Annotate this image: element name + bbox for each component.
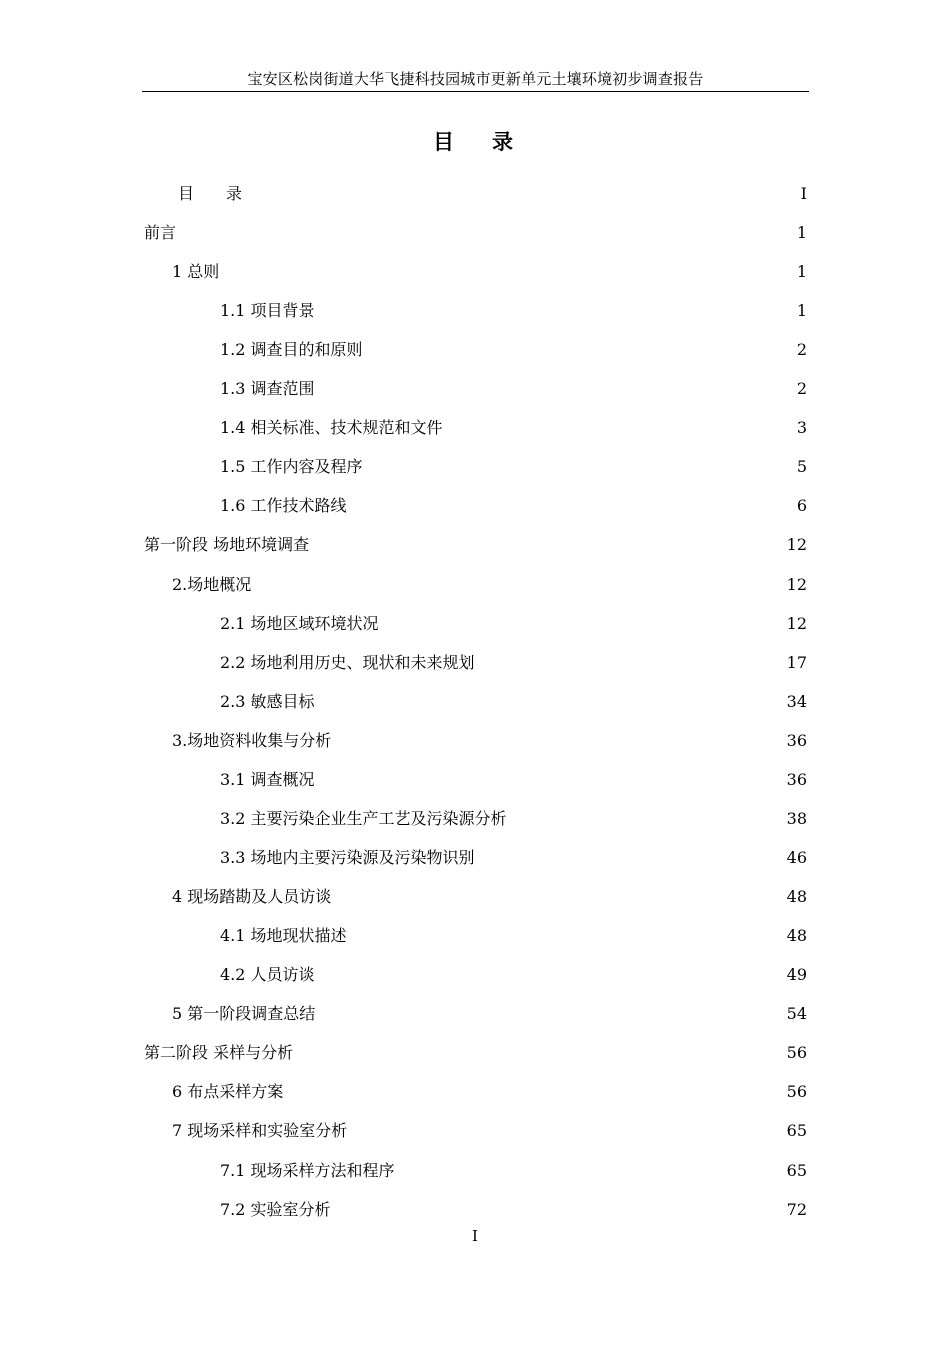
- toc-entry-page: 5: [796, 457, 807, 476]
- toc-entry-label: 7 现场采样和实验室分析: [172, 1121, 348, 1140]
- toc-entry[interactable]: [220, 292, 807, 320]
- toc-entry[interactable]: [220, 683, 807, 711]
- toc-entry-label: 6 布点采样方案: [172, 1082, 284, 1101]
- dot-leader: [348, 1112, 785, 1136]
- toc-entry-label: 2.1 场地区域环境状况: [220, 614, 379, 633]
- toc-entry-page: 12: [786, 575, 807, 594]
- toc-entry-page: 12: [786, 614, 807, 633]
- toc-entry[interactable]: [178, 175, 807, 203]
- dot-leader: [332, 878, 785, 902]
- header-rule: [142, 91, 809, 92]
- toc-entry[interactable]: [220, 409, 807, 437]
- toc-entry[interactable]: [220, 487, 807, 515]
- toc-entry-page: 1: [796, 223, 807, 242]
- toc-entry-page: 56: [786, 1082, 807, 1101]
- toc-entry[interactable]: [144, 214, 807, 242]
- toc-entry-label: 目 录: [178, 184, 243, 203]
- toc-entry-page: 3: [796, 418, 807, 437]
- toc-entry-label: 2.场地概况: [172, 575, 252, 594]
- dot-leader: [380, 605, 786, 629]
- toc-entry-label: 1 总则: [172, 262, 220, 281]
- toc-entry[interactable]: [220, 800, 807, 828]
- dot-leader: [243, 175, 800, 199]
- toc-entry[interactable]: [220, 839, 807, 867]
- running-header: 宝安区松岗街道大华飞捷科技园城市更新单元土壤环境初步调查报告: [247, 70, 704, 88]
- dot-leader: [332, 722, 785, 746]
- toc-entry-page: 38: [786, 809, 807, 828]
- toc-entry[interactable]: [172, 566, 807, 594]
- toc-entry-label: 第一阶段 场地环境调查: [144, 535, 310, 554]
- toc-entry[interactable]: [144, 526, 807, 554]
- toc-entry[interactable]: [172, 878, 807, 906]
- toc-entry-page: 12: [786, 535, 807, 554]
- dot-leader: [364, 448, 796, 472]
- dot-leader: [364, 331, 796, 355]
- toc-entry-page: I: [800, 184, 807, 203]
- toc-entry[interactable]: [220, 448, 807, 476]
- toc-entry-label: 1.3 调查范围: [220, 379, 315, 398]
- dot-leader: [332, 1191, 786, 1215]
- toc-entry[interactable]: [220, 761, 807, 789]
- toc-entry-label: 1.2 调查目的和原则: [220, 340, 363, 359]
- toc-entry-label: 2.3 敏感目标: [220, 692, 315, 711]
- toc-entry-label: 3.场地资料收集与分析: [172, 731, 332, 750]
- dot-leader: [220, 253, 796, 277]
- toc-entry-label: 1.6 工作技术路线: [220, 496, 347, 515]
- dot-leader: [476, 644, 786, 668]
- dot-leader: [316, 956, 786, 980]
- toc-entry-label: 第二阶段 采样与分析: [144, 1043, 294, 1062]
- dot-leader: [444, 409, 796, 433]
- toc-entry[interactable]: [172, 253, 807, 281]
- toc-entry[interactable]: [220, 605, 807, 633]
- dot-leader: [294, 1034, 786, 1058]
- toc-entry[interactable]: [220, 1152, 807, 1180]
- dot-leader: [316, 683, 786, 707]
- toc-entry[interactable]: [172, 722, 807, 750]
- toc-entry-label: 2.2 场地利用历史、现状和未来规划: [220, 653, 475, 672]
- toc-entry-page: 72: [786, 1200, 807, 1219]
- toc-entry-label: 1.1 项目背景: [220, 301, 315, 320]
- page-number: I: [472, 1227, 478, 1245]
- toc-entry-label: 3.3 场地内主要污染源及污染物识别: [220, 848, 475, 867]
- dot-leader: [508, 800, 786, 824]
- toc-entry-page: 36: [786, 770, 807, 789]
- toc-entry-label: 7.1 现场采样方法和程序: [220, 1161, 395, 1180]
- toc-title-part2: 录: [492, 129, 517, 154]
- dot-leader: [316, 761, 786, 785]
- toc-entry[interactable]: [220, 917, 807, 945]
- dot-leader: [177, 214, 796, 238]
- toc-entry-page: 34: [786, 692, 807, 711]
- toc-entry[interactable]: [220, 1191, 807, 1219]
- toc-entry[interactable]: [144, 1034, 807, 1062]
- toc-entry-label: 4 现场踏勘及人员访谈: [172, 887, 332, 906]
- toc-entry-page: 65: [786, 1161, 807, 1180]
- toc-entry[interactable]: [220, 644, 807, 672]
- toc-entry-page: 1: [796, 301, 807, 320]
- toc-entry-label: 3.1 调查概况: [220, 770, 315, 789]
- toc-entry[interactable]: [220, 956, 807, 984]
- dot-leader: [396, 1152, 786, 1176]
- dot-leader: [348, 487, 796, 511]
- dot-leader: [316, 995, 785, 1019]
- dot-leader: [310, 526, 786, 550]
- toc-entry-page: 46: [786, 848, 807, 867]
- toc-entry[interactable]: [220, 370, 807, 398]
- toc-entry-page: 2: [796, 340, 807, 359]
- dot-leader: [476, 839, 786, 863]
- toc-entry-label: 1.5 工作内容及程序: [220, 457, 363, 476]
- toc-entry-page: 56: [786, 1043, 807, 1062]
- toc-entry[interactable]: [172, 1112, 807, 1140]
- toc-entry-page: 65: [786, 1121, 807, 1140]
- toc-entry-label: 3.2 主要污染企业生产工艺及污染源分析: [220, 809, 507, 828]
- toc-entry-page: 1: [796, 262, 807, 281]
- toc-entry-label: 7.2 实验室分析: [220, 1200, 331, 1219]
- toc-title-part1: 目: [433, 129, 458, 154]
- toc-entry-label: 4.2 人员访谈: [220, 965, 315, 984]
- dot-leader: [316, 370, 796, 394]
- toc-entry-page: 48: [786, 887, 807, 906]
- dot-leader: [252, 566, 785, 590]
- toc-entry-label: 5 第一阶段调查总结: [172, 1004, 316, 1023]
- dot-leader: [316, 292, 796, 316]
- toc-entry-page: 48: [786, 926, 807, 945]
- toc-entry-label: 前言: [144, 223, 177, 242]
- toc-title: [0, 126, 950, 156]
- toc-entry-label: 1.4 相关标准、技术规范和文件: [220, 418, 443, 437]
- toc-entry-page: 6: [796, 496, 807, 515]
- dot-leader: [284, 1073, 785, 1097]
- toc-entry-page: 54: [786, 1004, 807, 1023]
- toc-entry-page: 17: [786, 653, 807, 672]
- toc-entry[interactable]: [172, 995, 807, 1023]
- toc-entry[interactable]: [172, 1073, 807, 1101]
- toc-entry-page: 36: [786, 731, 807, 750]
- dot-leader: [348, 917, 786, 941]
- toc-entry-label: 4.1 场地现状描述: [220, 926, 347, 945]
- toc-entry-page: 49: [786, 965, 807, 984]
- toc-entry-page: 2: [796, 379, 807, 398]
- toc-entry[interactable]: [220, 331, 807, 359]
